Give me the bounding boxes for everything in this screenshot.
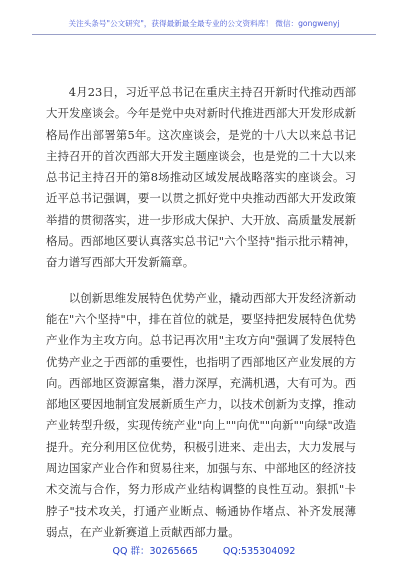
paragraph-2: 以创新思维发展特色优势产业，撬动西部大开发经济新动能在"六个坚持"中，排在首位的就是，要坚持把发展特色优势产业作为主攻方向。总书记再次用"主攻方向"强调了发展特色优势产业之于西部的重要性，也指明了西部地区产业发展的方向。西部地区资源富集，潜力深厚，充满机遇，大有可为。西部地区要因地制宜发展新质生产力，以技术创新为支撑，推动产业转型升级，实现传统产业"向上""向优""向新""向绿"改造提升。充分利用区位优势，积极引进来、走出去，大力发展与周边国家产业合作和贸易往来，加强与东、中部地区的经济技术交流与合作，努力形成产业结构调整的良性互动。狠抓"卡脖子"技术攻关，打通产业断点、畅通协作堵点、补齐发展薄弱点，在产业新赛道上贡献西部力量。 — [46, 290, 356, 539]
header-divider — [32, 34, 376, 35]
paragraph-1: 4月23日，习近平总书记在重庆主持召开新时代推动西部大开发座谈会。今年是党中央对新时代推进西部大开发形成新格局作出部署第5年。这次座谈会，是党的十八大以来总书记主持召开的首次西部大开发主题座谈会，也是党的二十大以来总书记主持召开的第8场推动区域发展战略落实的座谈会。习近平总书记强调，要一以贯之抓好党中央推动西部大开发政策举措的贯彻落实，进一步形成大保护、大开放、高质量发展新格局。西部地区要认真落实总书记"六个坚持"指示批示精神，奋力谱写西部大开发新篇章。 — [46, 85, 356, 270]
promo-header: 关注头条号"公文研究"，获得最新最全最专业的公文资料库！ 微信：gongwenyj — [68, 19, 340, 28]
qq-group-number: QQ 群：30265665 — [112, 546, 198, 557]
document-body — [46, 82, 356, 543]
contact-footer — [0, 543, 408, 557]
qq-number: QQ:535304092 — [222, 546, 296, 557]
